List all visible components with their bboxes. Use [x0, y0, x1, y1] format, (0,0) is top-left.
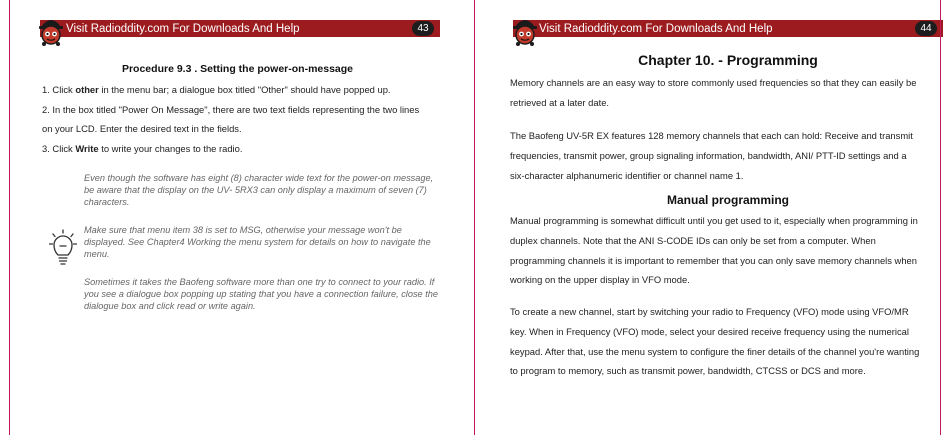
chapter-title: Chapter 10. - Programming [638, 52, 818, 68]
radio-mascot-logo-icon [37, 14, 65, 46]
note-paragraph: Even though the software has eight (8) character wide text for the power-on message, be aware that the display on the UV- 5RX3 can only display a maximum of seven (7) characters. [84, 173, 434, 208]
body-paragraph: The Baofeng UV-5R EX features 128 memory channels that each can hold: Receive and transmit frequencies, transmit power, group signaling information, bandwidth, ANI/ PTT-ID settings and a six-character alphanumeric identifier or channel name 1. [510, 130, 913, 181]
step-item: 2. In the box titled "Power On Message", there are two text fields representing the two lines [42, 103, 420, 115]
note-paragraph: Sometimes it takes the Baofeng software more than one try to connect to your radio. If you see a dialogue box popping up stating that you have a connection failure, close the dialogue box and click read or write again. [84, 277, 438, 312]
procedure-steps [42, 80, 452, 158]
step-item: 3. Click Write to write your changes to the radio. [42, 142, 243, 154]
page-edge-line [940, 0, 941, 435]
right-page [475, 0, 950, 435]
page-number-badge: 43 [412, 21, 434, 36]
body-paragraph: Memory channels are an easy way to store commonly used frequencies so that they can easily be retrieved at a later date. [510, 77, 917, 108]
step-item: 1. Click other in the menu bar; a dialogue box titled "Other" should have popped up. [42, 84, 391, 95]
body-paragraph: To create a new channel, start by switching your radio to Frequency (VFO) mode using VFO/MR key. When in Frequency (VFO) mode, select your desired receive frequency using the numerical keypad. After that, use the menu system to configure the finer details of the channel you're wanting to program to memory, such as transmit power, bandwidth, CTCSS or DCS and more. [510, 306, 920, 377]
header-banner-text: Visit Radioddity.com For Downloads And Help [539, 22, 773, 35]
lightbulb-tip-icon [49, 229, 77, 265]
header-banner-text: Visit Radioddity.com For Downloads And Help [66, 22, 300, 35]
procedure-title: Procedure 9.3 . Setting the power-on-message [121, 63, 354, 75]
section-title: Manual programming [666, 193, 789, 207]
header-banner [513, 20, 943, 37]
body-paragraph: Manual programming is somewhat difficult until you get used to it, especially when programming in duplex channels. Note that the ANI S-CODE IDs can only be set from a computer. When programming channels it is important to remember that you can only save memory channels when working on the upper display in VFO mode. [510, 215, 918, 286]
radio-mascot-logo-icon [511, 14, 539, 46]
page-number-badge: 44 [915, 21, 937, 36]
step-item: on your LCD. Enter the desired text in the fields. [42, 123, 242, 134]
note-paragraph: Make sure that menu item 38 is set to MSG, otherwise your message won't be displayed. See Chapter4 Working the menu system for details on how to navigate the menu. [84, 225, 431, 260]
header-banner [40, 20, 440, 37]
